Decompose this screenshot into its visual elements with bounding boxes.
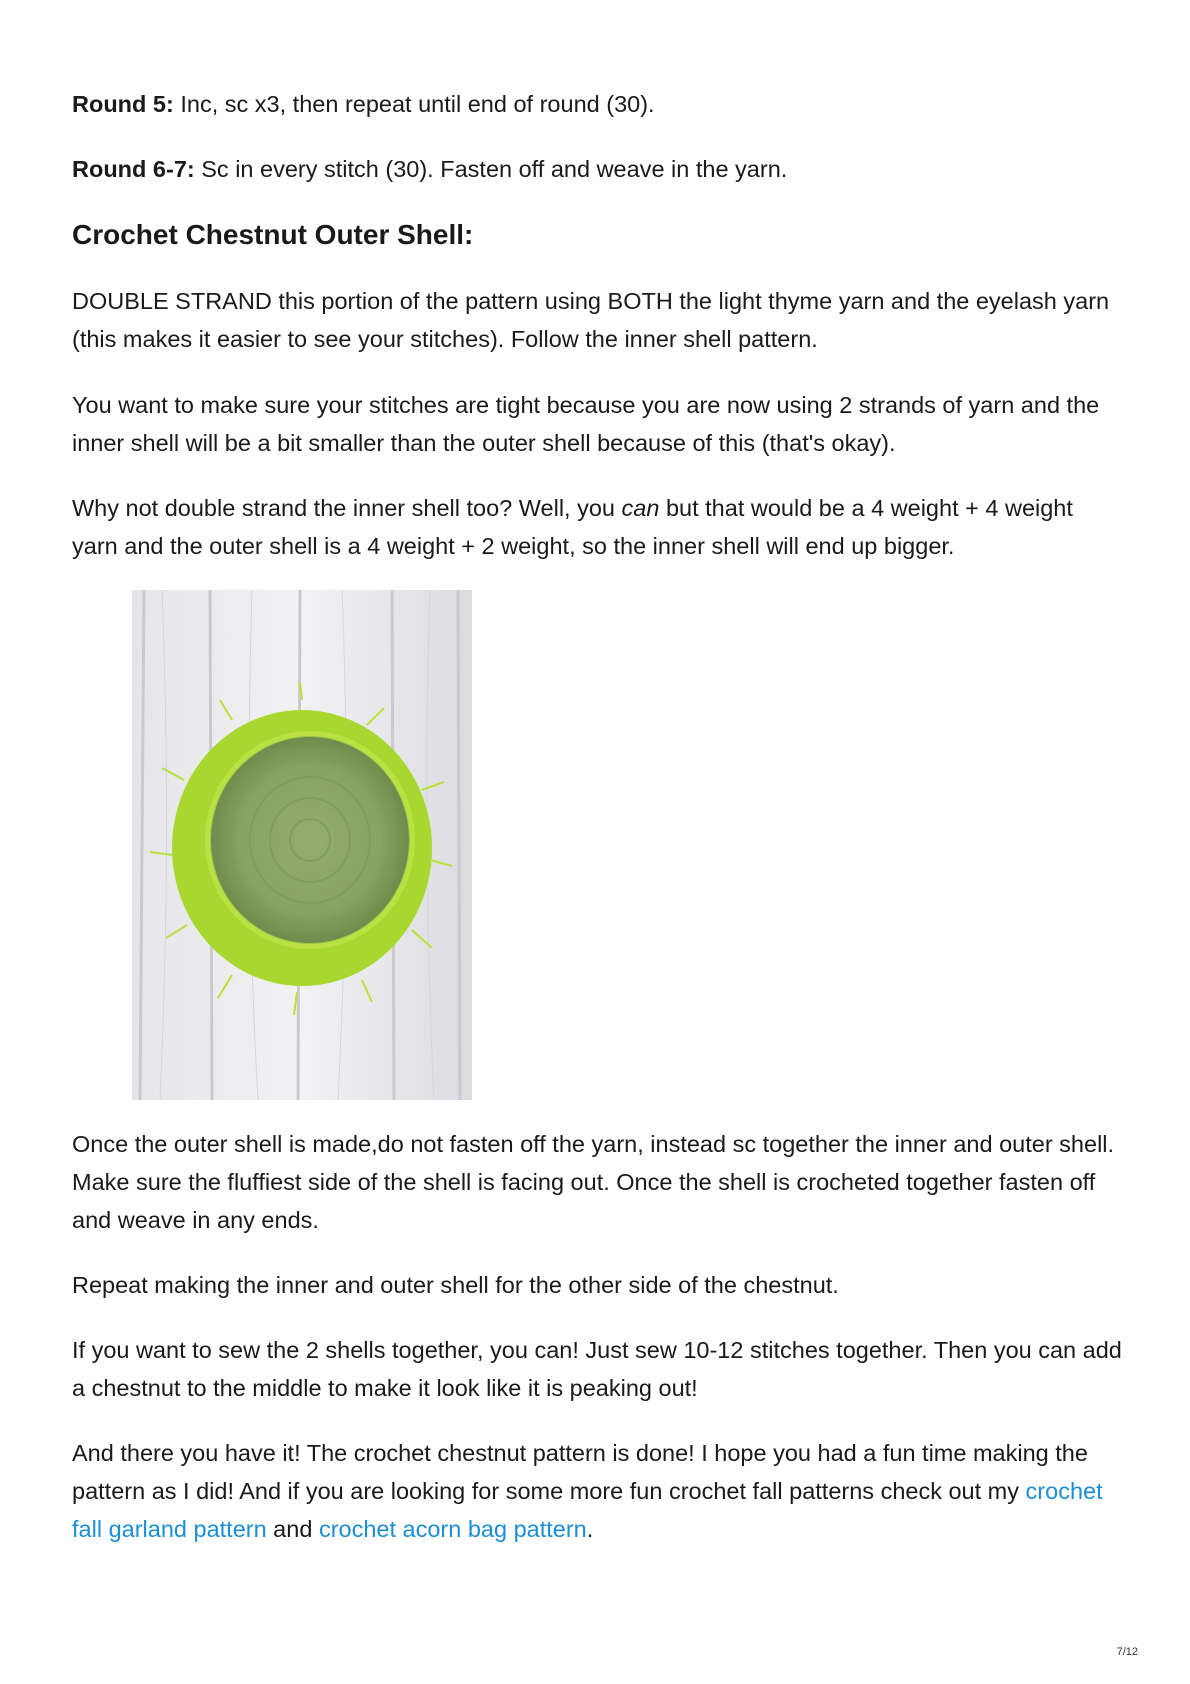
conclusion-middle: and: [266, 1516, 319, 1542]
page-number: 7/12: [1116, 1646, 1138, 1658]
round-6-7-label: Round 6-7:: [72, 156, 195, 182]
paragraph-conclusion: [72, 1434, 1122, 1548]
paragraph-why-not: [72, 489, 1122, 565]
conclusion-after: .: [586, 1516, 594, 1542]
conclusion-before: And there you have it! The crochet chestnut pattern is done! I hope you had a fun time making the pattern as I did! And if you are looking for some more fun crochet fall patterns check out my: [72, 1440, 1088, 1504]
paragraph-outer-shell: Once the outer shell is made,do not fasten off the yarn, instead sc together the inner and outer shell. Make sure the fluffiest side of the shell is facing out. Once the shell is crocheted together fasten off and weave in any ends.: [72, 1131, 1115, 1233]
paragraph-repeat: Repeat making the inner and outer shell for the other side of the chestnut.: [72, 1272, 839, 1298]
fall-garland-link[interactable]: crochet fall garland pattern: [72, 1478, 1103, 1542]
acorn-bag-link[interactable]: crochet acorn bag pattern: [318, 1516, 587, 1542]
outer-shell-photo: [132, 590, 472, 1100]
round-5-line: [72, 85, 655, 123]
crochet-shell-illustration: [132, 590, 472, 1100]
paragraph-sew-shells: If you want to sew the 2 shells together, you can! Just sew 10-12 stitches together. Then you can add a chestnut to the middle to make it look like it is peaking out!: [72, 1337, 1122, 1401]
why-not-after: but that would be a 4 weight + 4 weight yarn and the outer shell is a 4 weight + 2 weight, so the inner shell will end up bigger.: [72, 495, 1073, 559]
round-5-text: Inc, sc x3, then repeat until end of round (30).: [173, 91, 655, 117]
round-6-7-line: [72, 150, 787, 188]
why-not-emphasis: can: [621, 495, 660, 521]
paragraph-tight-stitches: You want to make sure your stitches are tight because you are now using 2 strands of yarn and the inner shell will be a bit smaller than the outer shell because of this (that's okay).: [72, 392, 1100, 456]
section-heading: Crochet Chestnut Outer Shell:: [72, 219, 474, 250]
why-not-before: Why not double strand the inner shell too? Well, you: [72, 495, 622, 521]
round-5-label: Round 5:: [72, 91, 174, 117]
paragraph-double-strand: DOUBLE STRAND this portion of the pattern using BOTH the light thyme yarn and the eyelash yarn (this makes it easier to see your stitches). Follow the inner shell pattern.: [72, 288, 1110, 352]
round-6-7-text: Sc in every stitch (30). Fasten off and weave in the yarn.: [194, 156, 788, 182]
